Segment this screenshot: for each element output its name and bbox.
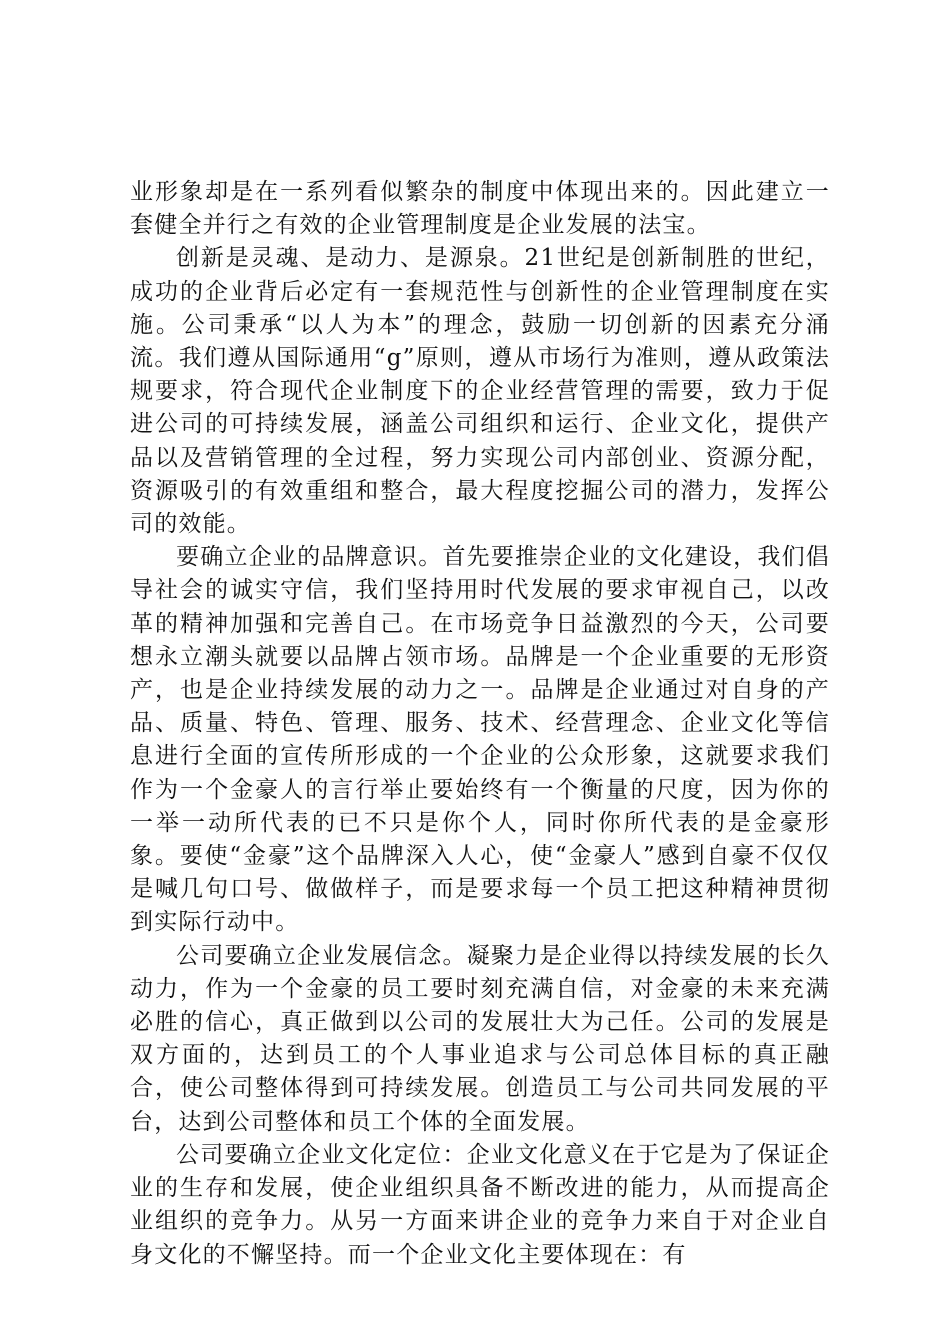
paragraph-development-belief: 公司要确立企业发展信念。凝聚力是企业得以持续发展的长久动力，作为一个金豪的员工要时刻充满自信，对金豪的未来充满必胜的信心，真正做到以公司的发展壮大为己任。公司的发展是双方面的，达到员工的个人事业追求与公司总体目标的真正融合，使公司整体得到可持续发展。创造员工与公司共同发展的平台，达到公司整体和员工个体的全面发展。 xyxy=(130,942,830,1135)
paragraph-culture-positioning: 公司要确立企业文化定位：企业文化意义在于它是为了保证企业的生存和发展，使企业组织具备不断改进的能力，从而提高企业组织的竞争力。从另一方面来讲企业的竞争力来自于对企业自身文化的不懈坚持。而一个企业文化主要体现在：有 xyxy=(130,1141,830,1268)
paragraph-continuation: 业形象却是在一系列看似繁杂的制度中体现出来的。因此建立一套健全并行之有效的企业管理制度是企业发展的法宝。 xyxy=(130,179,830,239)
paragraph-brand-awareness: 要确立企业的品牌意识。首先要推崇企业的文化建设，我们倡导社会的诚实守信，我们坚持用时代发展的要求审视自己，以改革的精神加强和完善自己。在市场竞争日益激烈的今天，公司要想永立潮头就要以品牌占领市场。品牌是一个企业重要的无形资产，也是企业持续发展的动力之一。品牌是企业通过对自身的产品、质量、特色、管理、服务、技术、经营理念、企业文化等信息进行全面的宣传所形成的一个企业的公众形象，这就要求我们作为一个金豪人的言行举止要始终有一个衡量的尺度，因为你的一举一动所代表的已不只是你个人，同时你所代表的是金豪形象。要使“金豪”这个品牌深入人心，使“金豪人”感到自豪不仅仅是喊几句口号、做做样子，而是要求每一个员工把这种精神贯彻到实际行动中。 xyxy=(130,544,830,936)
body-text xyxy=(130,176,830,1272)
paragraph-innovation: 创新是灵魂、是动力、是源泉。21世纪是创新制胜的世纪，成功的企业背后必定有一套规范性与创新性的企业管理制度在实施。公司秉承“以人为本”的理念，鼓励一切创新的因素充分涌流。我们遵从国际通用“g”原则，遵从市场行为准则，遵从政策法规要求，符合现代企业制度下的企业经营管理的需要，致力于促进公司的可持续发展，涵盖公司组织和运行、企业文化，提供产品以及营销管理的全过程，努力实现公司内部创业、资源分配，资源吸引的有效重组和整合，最大程度挖掘公司的潜力，发挥公司的效能。 xyxy=(130,245,830,538)
